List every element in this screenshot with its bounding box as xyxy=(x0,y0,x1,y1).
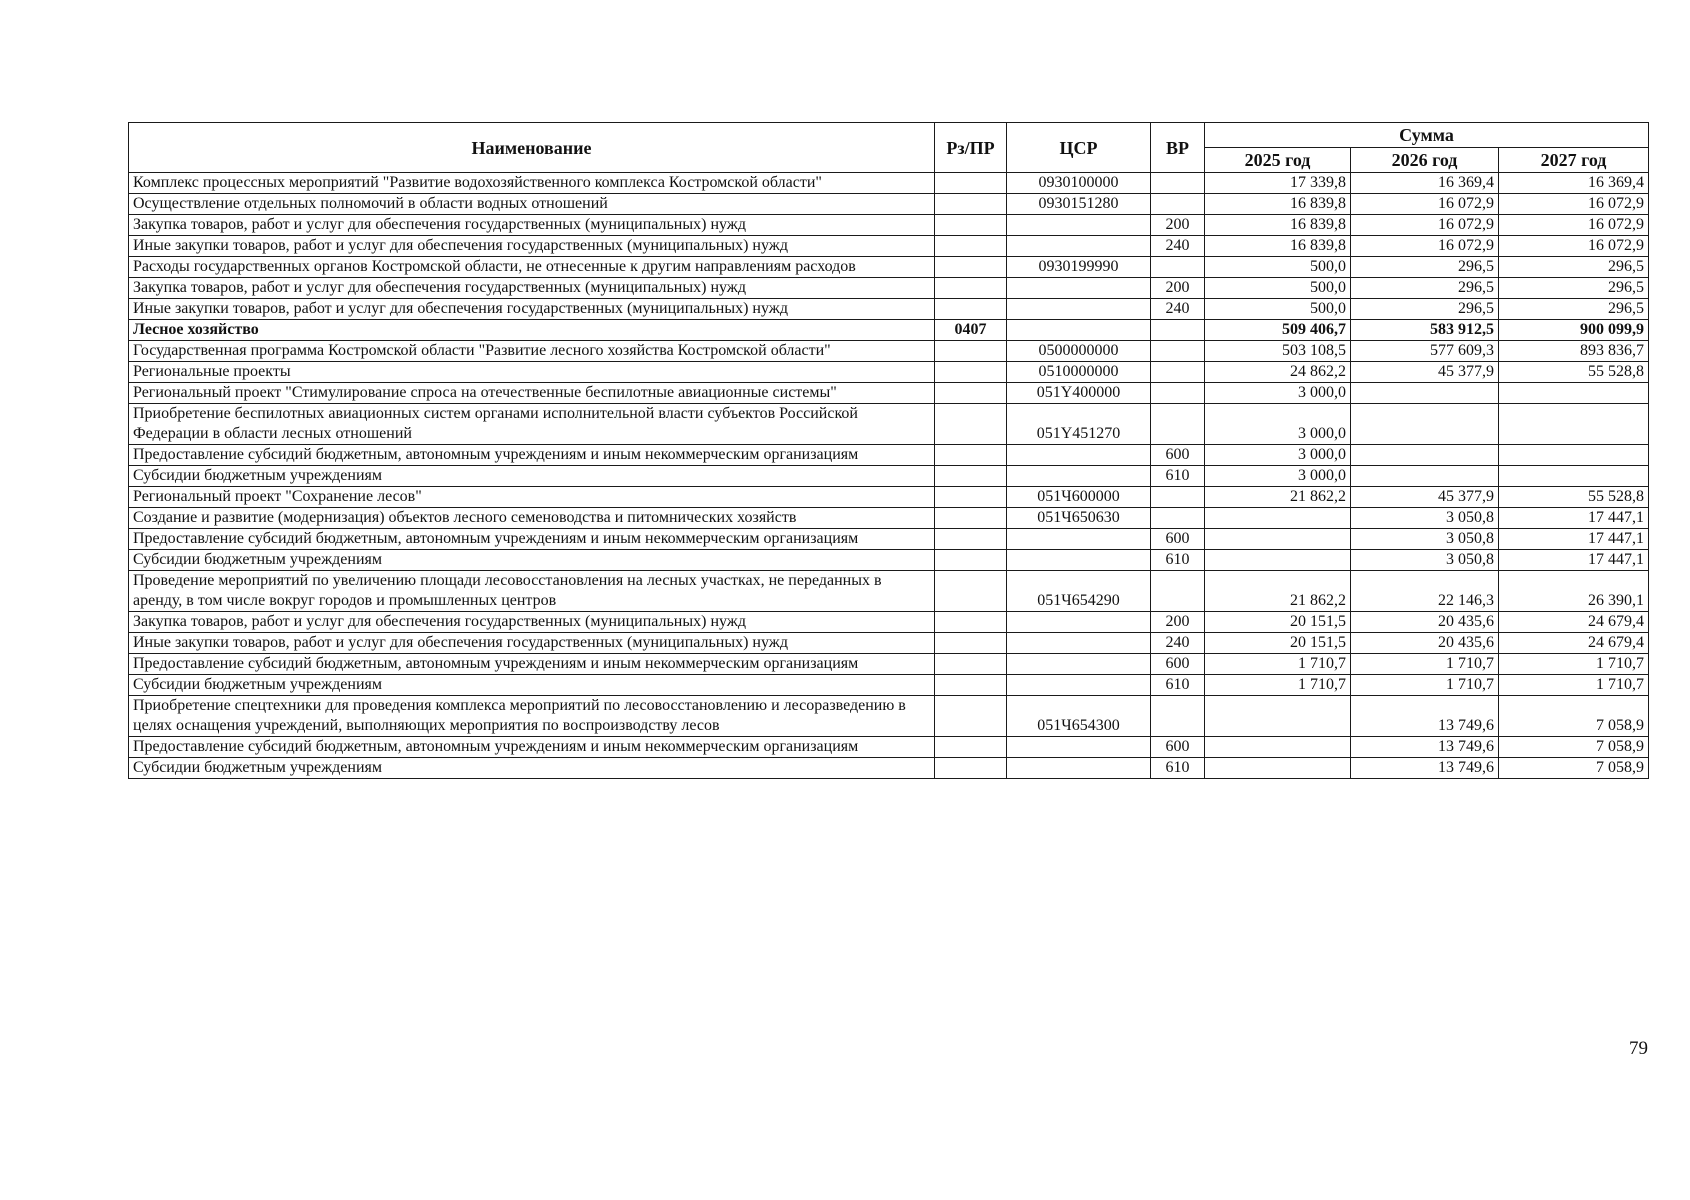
cell-name: Приобретение спецтехники для проведения комплекса мероприятий по лесовосстановлению и лесоразведению в целях оснащения учреждений, выполняющих мероприятия по воспроизводству лесов xyxy=(129,696,935,737)
cell-name: Предоставление субсидий бюджетным, автономным учреждениям и иным некоммерческим организациям xyxy=(129,654,935,675)
cell-name: Проведение мероприятий по увеличению площади лесовосстановления на лесных участках, не переданных в аренду, в том числе вокруг городов и промышленных центров xyxy=(129,571,935,612)
cell-vr xyxy=(1151,194,1205,215)
cell-sum-2026: 45 377,9 xyxy=(1351,362,1499,383)
cell-sum-2025: 20 151,5 xyxy=(1205,612,1351,633)
table-row xyxy=(129,362,1649,383)
cell-sum-2025: 500,0 xyxy=(1205,278,1351,299)
table-row xyxy=(129,675,1649,696)
cell-vr xyxy=(1151,362,1205,383)
cell-sum-2027: 900 099,9 xyxy=(1499,320,1649,341)
cell-csr: 051Y400000 xyxy=(1007,383,1151,404)
cell-sum-2025: 16 839,8 xyxy=(1205,194,1351,215)
cell-vr: 610 xyxy=(1151,466,1205,487)
table-row xyxy=(129,696,1649,737)
cell-sum-2025: 16 839,8 xyxy=(1205,215,1351,236)
cell-rz-pr xyxy=(935,404,1007,445)
cell-name: Государственная программа Костромской области "Развитие лесного хозяйства Костромской области" xyxy=(129,341,935,362)
cell-sum-2026: 1 710,7 xyxy=(1351,654,1499,675)
cell-vr: 240 xyxy=(1151,299,1205,320)
cell-csr xyxy=(1007,529,1151,550)
cell-csr: 051Ч650630 xyxy=(1007,508,1151,529)
cell-sum-2026: 16 072,9 xyxy=(1351,194,1499,215)
header-year-2025: 2025 год xyxy=(1205,148,1351,173)
cell-name: Субсидии бюджетным учреждениям xyxy=(129,466,935,487)
table-header xyxy=(129,123,1649,173)
cell-csr: 051Ч654300 xyxy=(1007,696,1151,737)
cell-name: Иные закупки товаров, работ и услуг для обеспечения государственных (муниципальных) нужд xyxy=(129,299,935,320)
cell-rz-pr xyxy=(935,571,1007,612)
table-row xyxy=(129,257,1649,278)
cell-vr xyxy=(1151,404,1205,445)
cell-sum-2027: 1 710,7 xyxy=(1499,654,1649,675)
table-row xyxy=(129,299,1649,320)
cell-sum-2025: 1 710,7 xyxy=(1205,654,1351,675)
table-row xyxy=(129,466,1649,487)
cell-rz-pr xyxy=(935,612,1007,633)
cell-sum-2025: 1 710,7 xyxy=(1205,675,1351,696)
cell-csr: 0510000000 xyxy=(1007,362,1151,383)
cell-rz-pr xyxy=(935,633,1007,654)
cell-sum-2025: 21 862,2 xyxy=(1205,571,1351,612)
cell-sum-2027: 16 072,9 xyxy=(1499,215,1649,236)
cell-vr xyxy=(1151,571,1205,612)
cell-csr: 0930100000 xyxy=(1007,173,1151,194)
cell-sum-2026: 3 050,8 xyxy=(1351,529,1499,550)
cell-name: Лесное хозяйство xyxy=(129,320,935,341)
cell-rz-pr xyxy=(935,445,1007,466)
cell-name: Создание и развитие (модернизация) объектов лесного семеноводства и питомнических хозяйств xyxy=(129,508,935,529)
cell-name: Расходы государственных органов Костромской области, не отнесенные к другим направлениям расходов xyxy=(129,257,935,278)
cell-vr xyxy=(1151,487,1205,508)
table-row xyxy=(129,194,1649,215)
header-vr: ВР xyxy=(1151,123,1205,173)
cell-rz-pr xyxy=(935,529,1007,550)
header-year-2026: 2026 год xyxy=(1351,148,1499,173)
cell-name: Закупка товаров, работ и услуг для обеспечения государственных (муниципальных) нужд xyxy=(129,278,935,299)
cell-rz-pr xyxy=(935,173,1007,194)
cell-name: Осуществление отдельных полномочий в области водных отношений xyxy=(129,194,935,215)
cell-vr: 200 xyxy=(1151,278,1205,299)
table-row xyxy=(129,404,1649,445)
cell-csr xyxy=(1007,654,1151,675)
cell-name: Иные закупки товаров, работ и услуг для обеспечения государственных (муниципальных) нужд xyxy=(129,236,935,257)
cell-sum-2027: 55 528,8 xyxy=(1499,487,1649,508)
cell-sum-2025 xyxy=(1205,696,1351,737)
cell-sum-2026: 20 435,6 xyxy=(1351,612,1499,633)
cell-name: Региональный проект "Сохранение лесов" xyxy=(129,487,935,508)
cell-vr xyxy=(1151,173,1205,194)
cell-sum-2027: 7 058,9 xyxy=(1499,737,1649,758)
cell-csr xyxy=(1007,445,1151,466)
cell-vr xyxy=(1151,696,1205,737)
cell-vr: 600 xyxy=(1151,529,1205,550)
table-row xyxy=(129,383,1649,404)
cell-sum-2026 xyxy=(1351,404,1499,445)
header-csr: ЦСР xyxy=(1007,123,1151,173)
cell-rz-pr xyxy=(935,758,1007,779)
cell-rz-pr xyxy=(935,487,1007,508)
cell-sum-2026: 22 146,3 xyxy=(1351,571,1499,612)
cell-sum-2026 xyxy=(1351,466,1499,487)
cell-sum-2026: 13 749,6 xyxy=(1351,758,1499,779)
cell-sum-2026: 1 710,7 xyxy=(1351,675,1499,696)
cell-rz-pr xyxy=(935,675,1007,696)
cell-sum-2025 xyxy=(1205,529,1351,550)
cell-sum-2027: 55 528,8 xyxy=(1499,362,1649,383)
table-row xyxy=(129,487,1649,508)
cell-vr: 600 xyxy=(1151,445,1205,466)
cell-vr: 240 xyxy=(1151,236,1205,257)
cell-sum-2027: 16 072,9 xyxy=(1499,236,1649,257)
cell-sum-2027 xyxy=(1499,383,1649,404)
cell-sum-2027: 7 058,9 xyxy=(1499,758,1649,779)
cell-sum-2026 xyxy=(1351,383,1499,404)
cell-sum-2025: 500,0 xyxy=(1205,299,1351,320)
cell-name: Субсидии бюджетным учреждениям xyxy=(129,758,935,779)
table-row xyxy=(129,529,1649,550)
cell-csr xyxy=(1007,215,1151,236)
cell-rz-pr xyxy=(935,508,1007,529)
cell-rz-pr xyxy=(935,299,1007,320)
cell-csr: 0930199990 xyxy=(1007,257,1151,278)
cell-vr: 200 xyxy=(1151,215,1205,236)
cell-rz-pr xyxy=(935,696,1007,737)
cell-sum-2027: 16 369,4 xyxy=(1499,173,1649,194)
cell-csr: 0930151280 xyxy=(1007,194,1151,215)
cell-vr: 610 xyxy=(1151,758,1205,779)
cell-sum-2026 xyxy=(1351,445,1499,466)
page-number: 79 xyxy=(1629,1038,1648,1059)
cell-sum-2026: 577 609,3 xyxy=(1351,341,1499,362)
header-sum: Сумма xyxy=(1205,123,1649,148)
cell-sum-2027: 16 072,9 xyxy=(1499,194,1649,215)
cell-sum-2025: 500,0 xyxy=(1205,257,1351,278)
cell-csr xyxy=(1007,550,1151,571)
cell-sum-2025: 16 839,8 xyxy=(1205,236,1351,257)
cell-rz-pr xyxy=(935,466,1007,487)
cell-sum-2025 xyxy=(1205,550,1351,571)
cell-sum-2026: 3 050,8 xyxy=(1351,550,1499,571)
cell-name: Субсидии бюджетным учреждениям xyxy=(129,675,935,696)
cell-rz-pr xyxy=(935,362,1007,383)
cell-name: Региональный проект "Стимулирование спроса на отечественные беспилотные авиационные системы" xyxy=(129,383,935,404)
cell-csr xyxy=(1007,466,1151,487)
cell-vr xyxy=(1151,508,1205,529)
cell-sum-2025: 3 000,0 xyxy=(1205,383,1351,404)
cell-sum-2026: 296,5 xyxy=(1351,299,1499,320)
cell-sum-2026: 13 749,6 xyxy=(1351,696,1499,737)
table-row xyxy=(129,737,1649,758)
cell-vr xyxy=(1151,257,1205,278)
cell-sum-2025: 3 000,0 xyxy=(1205,466,1351,487)
cell-rz-pr xyxy=(935,194,1007,215)
cell-name: Субсидии бюджетным учреждениям xyxy=(129,550,935,571)
cell-sum-2026: 16 072,9 xyxy=(1351,236,1499,257)
cell-sum-2027 xyxy=(1499,445,1649,466)
cell-sum-2025: 20 151,5 xyxy=(1205,633,1351,654)
cell-sum-2025 xyxy=(1205,758,1351,779)
cell-rz-pr xyxy=(935,341,1007,362)
cell-name: Закупка товаров, работ и услуг для обеспечения государственных (муниципальных) нужд xyxy=(129,612,935,633)
cell-sum-2026: 296,5 xyxy=(1351,278,1499,299)
table-body xyxy=(129,173,1649,779)
cell-sum-2027: 17 447,1 xyxy=(1499,529,1649,550)
cell-sum-2025: 24 862,2 xyxy=(1205,362,1351,383)
cell-rz-pr xyxy=(935,236,1007,257)
cell-rz-pr xyxy=(935,654,1007,675)
cell-rz-pr xyxy=(935,257,1007,278)
cell-sum-2026: 16 072,9 xyxy=(1351,215,1499,236)
cell-csr: 051Ч654290 xyxy=(1007,571,1151,612)
cell-rz-pr xyxy=(935,278,1007,299)
cell-csr: 0500000000 xyxy=(1007,341,1151,362)
cell-sum-2027: 296,5 xyxy=(1499,257,1649,278)
header-rz: Рз/ПР xyxy=(935,123,1007,173)
cell-sum-2027 xyxy=(1499,404,1649,445)
cell-rz-pr xyxy=(935,215,1007,236)
cell-name: Предоставление субсидий бюджетным, автономным учреждениям и иным некоммерческим организациям xyxy=(129,529,935,550)
cell-sum-2026: 3 050,8 xyxy=(1351,508,1499,529)
cell-vr xyxy=(1151,320,1205,341)
cell-name: Закупка товаров, работ и услуг для обеспечения государственных (муниципальных) нужд xyxy=(129,215,935,236)
cell-vr: 240 xyxy=(1151,633,1205,654)
cell-csr xyxy=(1007,278,1151,299)
cell-sum-2025: 21 862,2 xyxy=(1205,487,1351,508)
cell-sum-2027 xyxy=(1499,466,1649,487)
cell-name: Региональные проекты xyxy=(129,362,935,383)
cell-vr xyxy=(1151,341,1205,362)
cell-sum-2025: 503 108,5 xyxy=(1205,341,1351,362)
table-row xyxy=(129,445,1649,466)
header-name: Наименование xyxy=(129,123,935,173)
cell-sum-2025 xyxy=(1205,737,1351,758)
table-row xyxy=(129,633,1649,654)
cell-sum-2026: 16 369,4 xyxy=(1351,173,1499,194)
table-row xyxy=(129,173,1649,194)
cell-name: Комплекс процессных мероприятий "Развитие водохозяйственного комплекса Костромской области" xyxy=(129,173,935,194)
table-row xyxy=(129,758,1649,779)
table-row xyxy=(129,654,1649,675)
cell-csr xyxy=(1007,320,1151,341)
header-year-2027: 2027 год xyxy=(1499,148,1649,173)
cell-vr: 600 xyxy=(1151,737,1205,758)
cell-vr: 600 xyxy=(1151,654,1205,675)
cell-csr: 051Ч600000 xyxy=(1007,487,1151,508)
cell-csr xyxy=(1007,633,1151,654)
cell-sum-2027: 26 390,1 xyxy=(1499,571,1649,612)
cell-rz-pr xyxy=(935,383,1007,404)
cell-sum-2027: 893 836,7 xyxy=(1499,341,1649,362)
cell-sum-2026: 20 435,6 xyxy=(1351,633,1499,654)
cell-csr xyxy=(1007,299,1151,320)
table-row xyxy=(129,612,1649,633)
cell-sum-2027: 17 447,1 xyxy=(1499,550,1649,571)
table-row xyxy=(129,550,1649,571)
cell-vr: 610 xyxy=(1151,675,1205,696)
cell-name: Иные закупки товаров, работ и услуг для обеспечения государственных (муниципальных) нужд xyxy=(129,633,935,654)
cell-csr xyxy=(1007,675,1151,696)
cell-sum-2027: 296,5 xyxy=(1499,299,1649,320)
cell-name: Приобретение беспилотных авиационных систем органами исполнительной власти субъектов Российской Федерации в области лесных отношений xyxy=(129,404,935,445)
cell-sum-2025 xyxy=(1205,508,1351,529)
table-row xyxy=(129,278,1649,299)
cell-sum-2026: 296,5 xyxy=(1351,257,1499,278)
cell-sum-2027: 7 058,9 xyxy=(1499,696,1649,737)
table-row xyxy=(129,571,1649,612)
table-row xyxy=(129,508,1649,529)
cell-sum-2026: 45 377,9 xyxy=(1351,487,1499,508)
cell-sum-2027: 24 679,4 xyxy=(1499,612,1649,633)
cell-sum-2027: 296,5 xyxy=(1499,278,1649,299)
cell-sum-2025: 3 000,0 xyxy=(1205,445,1351,466)
cell-csr: 051Y451270 xyxy=(1007,404,1151,445)
cell-rz-pr xyxy=(935,550,1007,571)
cell-csr xyxy=(1007,236,1151,257)
cell-sum-2026: 13 749,6 xyxy=(1351,737,1499,758)
cell-sum-2027: 17 447,1 xyxy=(1499,508,1649,529)
table-row xyxy=(129,215,1649,236)
table-row xyxy=(129,236,1649,257)
table-row xyxy=(129,341,1649,362)
cell-name: Предоставление субсидий бюджетным, автономным учреждениям и иным некоммерческим организациям xyxy=(129,445,935,466)
cell-rz-pr: 0407 xyxy=(935,320,1007,341)
cell-rz-pr xyxy=(935,737,1007,758)
table-row xyxy=(129,320,1649,341)
cell-sum-2027: 24 679,4 xyxy=(1499,633,1649,654)
cell-csr xyxy=(1007,612,1151,633)
cell-sum-2027: 1 710,7 xyxy=(1499,675,1649,696)
cell-vr: 200 xyxy=(1151,612,1205,633)
cell-vr xyxy=(1151,383,1205,404)
cell-vr: 610 xyxy=(1151,550,1205,571)
cell-sum-2025: 509 406,7 xyxy=(1205,320,1351,341)
cell-name: Предоставление субсидий бюджетным, автономным учреждениям и иным некоммерческим организациям xyxy=(129,737,935,758)
cell-csr xyxy=(1007,737,1151,758)
cell-sum-2025: 3 000,0 xyxy=(1205,404,1351,445)
cell-sum-2025: 17 339,8 xyxy=(1205,173,1351,194)
cell-csr xyxy=(1007,758,1151,779)
budget-table xyxy=(128,122,1649,779)
cell-sum-2026: 583 912,5 xyxy=(1351,320,1499,341)
